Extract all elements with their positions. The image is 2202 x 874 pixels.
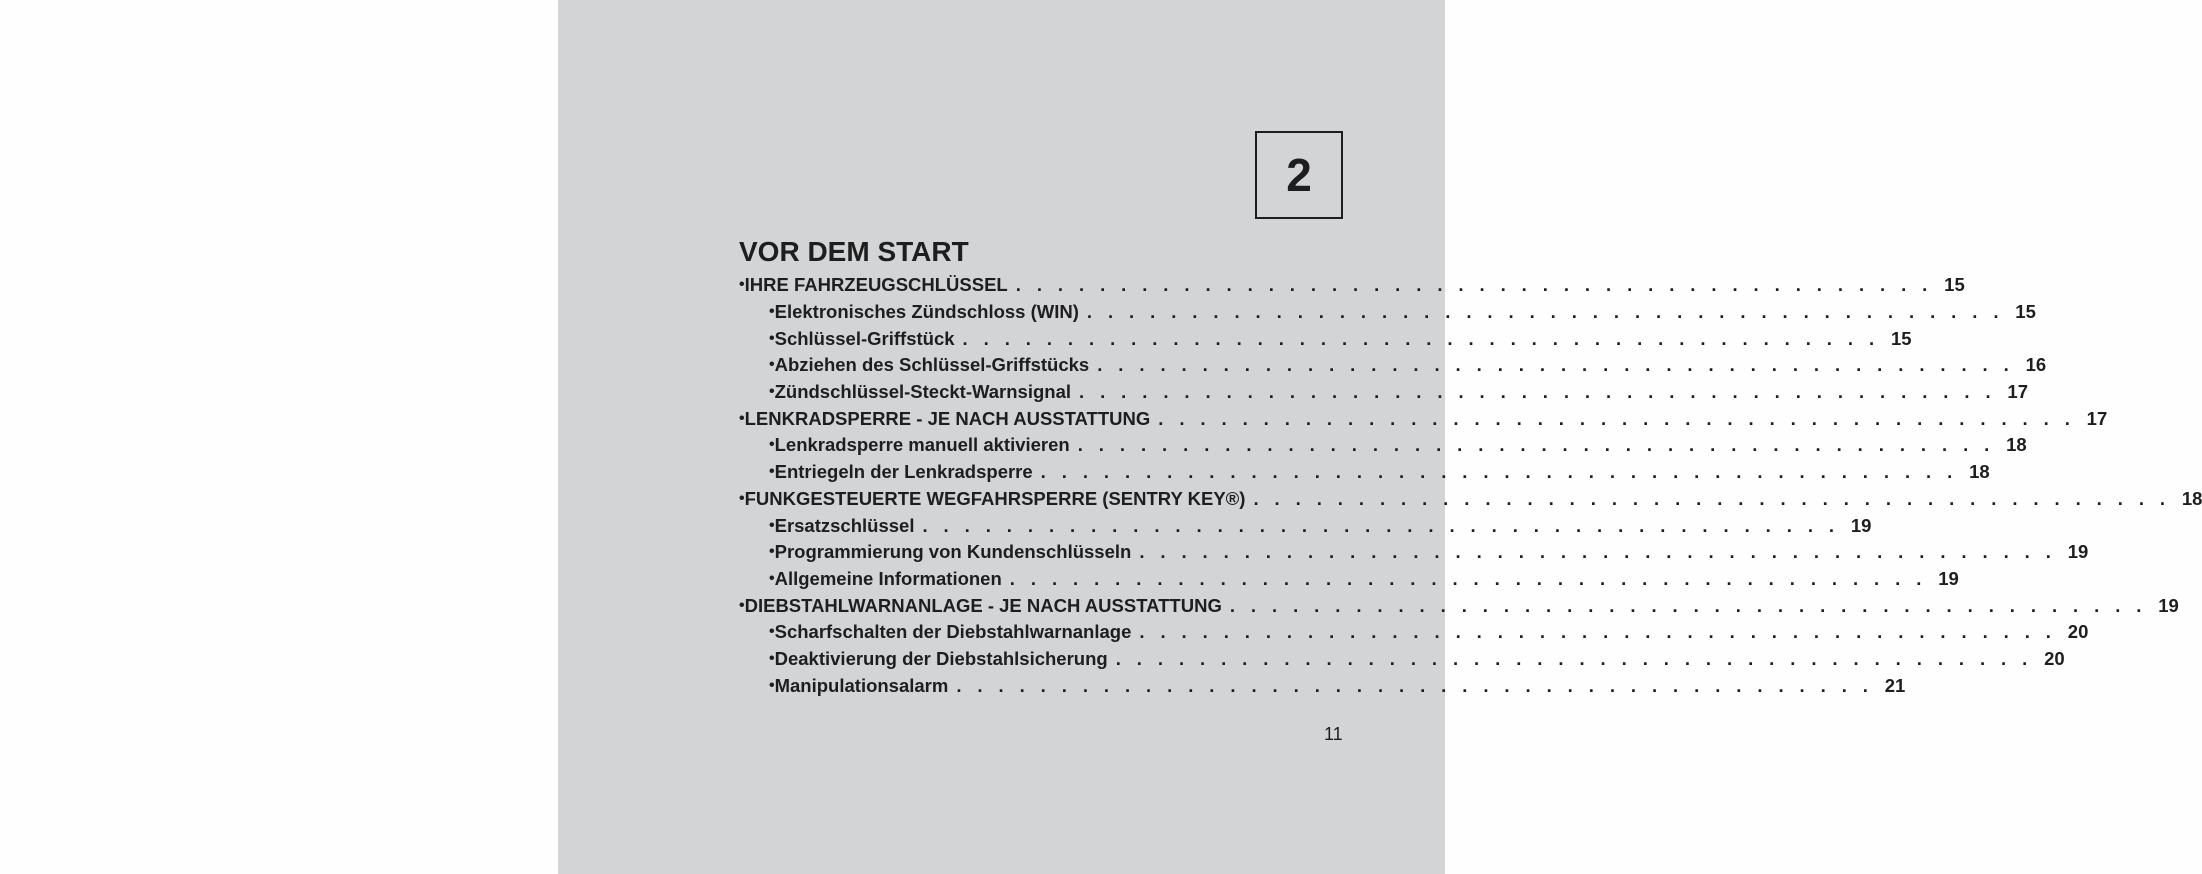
toc-entry-page: 20 — [2044, 647, 2065, 669]
bullet-icon: • — [769, 649, 775, 667]
toc-entry-label: Lenkradsperre manuell aktivieren — [774, 434, 1070, 456]
toc-entry-label: Scharfschalten der Diebstahlwarnanlage — [774, 621, 1132, 643]
toc-entry-label: FUNKGESTEUERTE WEGFAHRSPERRE (SENTRY KEY®) — [744, 487, 1246, 509]
toc-entry[interactable] — [739, 566, 1959, 593]
toc-entry-label: Entriegeln der Lenkradsperre — [774, 461, 1033, 483]
toc-entry[interactable] — [739, 512, 1872, 539]
bullet-icon: • — [769, 329, 775, 347]
chapter-number: 2 — [1286, 149, 1312, 201]
toc-entry-label: IHRE FAHRZEUGSCHLÜSSEL — [744, 274, 1008, 296]
toc-entry-page: 15 — [1944, 274, 1965, 296]
toc-entry[interactable] — [739, 592, 2179, 619]
bullet-icon: • — [739, 489, 745, 507]
toc-entry[interactable] — [739, 486, 2202, 513]
dot-leader: . . . . . . . . . . . . . . . . . . . . . . . . . . . . . . . . . . . . . . . . . . . . — [1158, 407, 2076, 429]
dot-leader: . . . . . . . . . . . . . . . . . . . . . . . . . . . . . . . . . . . . . . . . . . . . — [1097, 354, 2015, 376]
toc-entry[interactable] — [739, 299, 2036, 326]
dot-leader: . . . . . . . . . . . . . . . . . . . . . . . . . . . . . . . . . . . . . . . . . . . . — [962, 327, 1880, 349]
toc-entry-label: Deaktivierung der Diebstahlsicherung — [774, 647, 1108, 669]
bullet-icon: • — [739, 276, 745, 294]
toc-entry[interactable] — [739, 379, 2028, 406]
toc-entry[interactable] — [739, 432, 2027, 459]
toc-entry-page: 17 — [2086, 407, 2108, 429]
toc-entry-page: 18 — [2006, 434, 2027, 456]
toc-entry[interactable] — [739, 646, 2065, 673]
toc-entry[interactable] — [739, 459, 1990, 486]
toc-entry-label: Programmierung von Kundenschlüsseln — [774, 541, 1132, 563]
toc-entry-page: 17 — [2007, 381, 2028, 403]
toc-entry-page: 19 — [2158, 594, 2179, 616]
dot-leader: . . . . . . . . . . . . . . . . . . . . . . . . . . . . . . . . . . . . . . . . . . . . — [1253, 487, 2171, 509]
bullet-icon: • — [769, 623, 775, 641]
toc-entry-page: 19 — [1850, 514, 1872, 536]
bullet-icon: • — [769, 303, 775, 321]
dot-leader: . . . . . . . . . . . . . . . . . . . . . . . . . . . . . . . . . . . . . . . . . . . . — [1079, 381, 1996, 403]
toc-entry[interactable] — [739, 619, 2089, 646]
toc-entry-label: Schlüssel-Griffstück — [774, 327, 955, 349]
page-number: 11 — [1324, 724, 1343, 744]
bullet-icon: • — [739, 409, 745, 427]
dot-leader: . . . . . . . . . . . . . . . . . . . . . . . . . . . . . . . . . . . . . . . . . . . . — [1229, 594, 2147, 616]
toc-entry-page: 15 — [1890, 327, 1912, 349]
toc-entry[interactable] — [739, 325, 1912, 352]
dot-leader: . . . . . . . . . . . . . . . . . . . . . . . . . . . . . . . . . . . . . . . . . . . . — [1077, 434, 1995, 456]
toc-entry-page: 19 — [1938, 567, 1959, 589]
dot-leader: . . . . . . . . . . . . . . . . . . . . . . . . . . . . . . . . . . . . . . . . . . . . — [1115, 647, 2033, 669]
toc-entry-label: Abziehen des Schlüssel-Griffstücks — [774, 354, 1090, 376]
toc-entry-page: 21 — [1884, 674, 1906, 696]
blank-left-page — [0, 0, 558, 874]
toc-entry-page: 20 — [2067, 621, 2089, 643]
toc-entry-label: Ersatzschlüssel — [774, 514, 915, 536]
bullet-icon: • — [739, 596, 745, 614]
toc-entry[interactable] — [739, 539, 2089, 566]
bullet-icon: • — [769, 383, 775, 401]
bullet-icon: • — [769, 356, 775, 374]
dot-leader: . . . . . . . . . . . . . . . . . . . . . . . . . . . . . . . . . . . . . . . . . . . . — [1086, 301, 2004, 323]
bullet-icon: • — [769, 569, 775, 587]
toc-entry-page: 18 — [1969, 461, 1990, 483]
toc-entry[interactable] — [739, 352, 2047, 379]
toc-entry-label: DIEBSTAHLWARNANLAGE - JE NACH AUSSTATTUNG — [744, 594, 1222, 616]
bullet-icon: • — [769, 543, 775, 561]
dot-leader: . . . . . . . . . . . . . . . . . . . . . . . . . . . . . . . . . . . . . . . . . . . . — [956, 674, 1874, 696]
toc-entry[interactable] — [739, 405, 2108, 432]
table-of-contents — [739, 272, 2202, 699]
toc-entry-label: LENKRADSPERRE - JE NACH AUSSTATTUNG — [744, 407, 1151, 429]
dot-leader: . . . . . . . . . . . . . . . . . . . . . . . . . . . . . . . . . . . . . . . . . . . . — [1139, 621, 2057, 643]
toc-entry-label: Manipulationsalarm — [774, 674, 949, 696]
toc-entry-page: 16 — [2025, 354, 2047, 376]
toc-entry-page: 18 — [2181, 487, 2202, 509]
right-page — [558, 0, 2202, 874]
bullet-icon: • — [769, 676, 775, 694]
dot-leader: . . . . . . . . . . . . . . . . . . . . . . . . . . . . . . . . . . . . . . . . . . . . — [1139, 541, 2057, 563]
toc-entry-label: Zündschlüssel-Steckt-Warnsignal — [774, 381, 1072, 403]
bullet-icon: • — [769, 516, 775, 534]
chapter-number-box — [1255, 131, 1343, 219]
toc-entry[interactable] — [739, 672, 1906, 699]
bullet-icon: • — [769, 436, 775, 454]
dot-leader: . . . . . . . . . . . . . . . . . . . . . . . . . . . . . . . . . . . . . . . . . . . . — [1015, 274, 1933, 296]
dot-leader: . . . . . . . . . . . . . . . . . . . . . . . . . . . . . . . . . . . . . . . . . . . . — [1040, 461, 1958, 483]
toc-entry-label: Elektronisches Zündschloss (WIN) — [774, 301, 1079, 323]
toc-entry-label: Allgemeine Informationen — [774, 567, 1002, 589]
dot-leader: . . . . . . . . . . . . . . . . . . . . . . . . . . . . . . . . . . . . . . . . . . . . — [1009, 567, 1927, 589]
chapter-title: VOR DEM START — [739, 236, 969, 267]
toc-entry-page: 15 — [2015, 301, 2036, 323]
bullet-icon: • — [769, 463, 775, 481]
dot-leader: . . . . . . . . . . . . . . . . . . . . . . . . . . . . . . . . . . . . . . . . . . . . — [922, 514, 1840, 536]
toc-entry-page: 19 — [2067, 541, 2089, 563]
toc-entry[interactable] — [739, 272, 1965, 299]
